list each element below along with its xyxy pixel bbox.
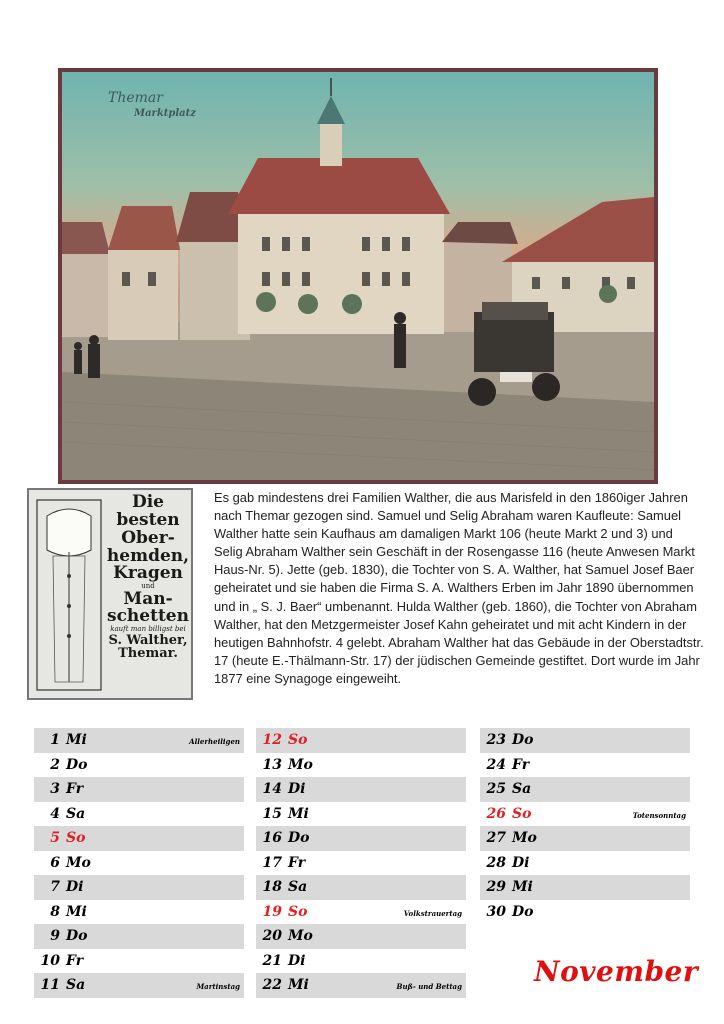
calendar-day-row <box>480 851 690 876</box>
calendar-day-row <box>256 802 466 827</box>
calendar-day-row <box>256 924 466 949</box>
calendar-day-row <box>256 826 466 851</box>
day-number: 15 <box>262 805 282 822</box>
day-number: 7 <box>50 879 60 895</box>
day-number: 4 <box>50 805 60 822</box>
weekday: Fr <box>288 854 306 871</box>
holiday-note: Totensonntag <box>632 810 686 820</box>
calendar-day-row <box>480 777 690 802</box>
calendar-day-row <box>256 900 466 925</box>
ad-line: S. Walther, <box>108 632 188 648</box>
ad-line: Man- <box>123 588 173 609</box>
shirt-illustration <box>33 496 105 696</box>
walther-advertisement <box>27 488 193 700</box>
marketplace-photo <box>58 68 658 484</box>
calendar-day-row <box>480 802 690 827</box>
ad-line: hemden, <box>106 545 190 566</box>
calendar-day-row <box>256 728 466 753</box>
weekday: So <box>288 732 308 748</box>
calendar-day-row <box>34 826 244 851</box>
day-number: 11 <box>40 977 60 993</box>
day-number: 27 <box>486 830 506 846</box>
calendar-day-row <box>34 753 244 778</box>
calendar-day-row <box>480 728 690 753</box>
weekday: Sa <box>66 805 86 822</box>
day-number: 1 <box>50 732 60 748</box>
weekday: Di <box>288 781 306 797</box>
weekday: Mo <box>66 854 91 871</box>
weekday: Mi <box>288 977 309 993</box>
calendar-day-row <box>34 777 244 802</box>
weekday: Sa <box>66 977 86 993</box>
calendar-day-row <box>34 924 244 949</box>
calendar-column-2 <box>256 728 466 998</box>
calendar-day-row <box>256 875 466 900</box>
day-number: 6 <box>50 854 60 871</box>
day-number: 12 <box>262 732 282 748</box>
calendar-day-row <box>256 973 466 998</box>
weekday: Sa <box>288 879 308 895</box>
ad-line: Themar. <box>118 646 178 662</box>
day-number: 29 <box>486 879 506 895</box>
day-number: 5 <box>50 830 60 846</box>
day-number: 3 <box>50 781 60 797</box>
weekday: So <box>288 903 308 920</box>
calendar-day-row <box>34 875 244 900</box>
weekday: Do <box>66 928 88 944</box>
calendar-day-row <box>480 900 690 925</box>
calendar-column-1 <box>34 728 244 998</box>
calendar-day-row <box>480 875 690 900</box>
weekday: Mo <box>512 830 537 846</box>
calendar-day-row <box>256 777 466 802</box>
calendar-day-row <box>34 728 244 753</box>
holiday-note: Allerheiligen <box>189 737 240 746</box>
weekday: So <box>512 805 532 822</box>
weekday: Fr <box>66 781 84 797</box>
history-paragraph: Es gab mindestens drei Familien Walther, die aus Marisfeld in den 1860iger Jahren nach Themar gezogen sind. Samuel und Selig Abraham waren Kaufleute: Samuel Walther hatte sein Kaufhaus am damaligen Markt 106 (heute Markt 2 und 3) und Selig Abraham Walther sein Geschäft in der Rosengasse 116 (heute Anwesen Markt Haus-Nr. 5). Jette (geb. 1830), die Tochter von S. A. Walther, hat Samuel Josef Baer geheiratet und sie haben die Firma S. A. Walthers Erben im Jahr 1890 übernommen und in „ S. J. Baer“ umbenannt. Hulda Walther (geb. 1860), die Tochter von Abraham Walther, hat den Metzgermeister Josef Kahn geheiratet und mit acht Kindern in der heutigen Bahnhofstr. 4 gelebt. Abraham Walther hat das Gebäude in der Oberstadtstr. 17 (heute E.-Thälmann-Str. 17) der jüdischen Gemeinde gestiftet. Dort wurde im Jahr 1877 eine Synagoge eingeweiht. <box>214 490 704 686</box>
day-number: 19 <box>262 903 282 920</box>
ad-line: und <box>141 582 155 591</box>
day-number: 21 <box>262 952 282 969</box>
weekday: Di <box>66 879 84 895</box>
day-number: 25 <box>486 781 506 797</box>
weekday: Di <box>288 952 306 969</box>
weekday: Fr <box>66 952 84 969</box>
day-number: 2 <box>50 756 60 773</box>
photo-subtitle: Marktplatz <box>134 108 196 119</box>
weekday: Mo <box>288 928 313 944</box>
weekday: Do <box>66 756 88 773</box>
calendar-day-row <box>34 851 244 876</box>
weekday: Do <box>512 732 534 748</box>
ad-line: schetten <box>107 606 189 627</box>
day-number: 30 <box>486 903 506 920</box>
day-number: 14 <box>262 781 282 797</box>
calendar-day-row <box>480 826 690 851</box>
weekday: Do <box>288 830 310 846</box>
day-number: 28 <box>486 854 506 871</box>
ad-line: Ober- <box>121 527 175 548</box>
ad-line: Die besten <box>116 492 180 530</box>
calendar-column-3 <box>480 728 690 924</box>
weekday: Mi <box>66 732 87 748</box>
day-number: 13 <box>262 756 282 773</box>
calendar-day-row <box>34 949 244 974</box>
weekday: Mi <box>66 903 87 920</box>
ad-text <box>103 494 193 661</box>
ad-line: Kragen <box>113 563 183 584</box>
calendar-day-row <box>34 802 244 827</box>
photo-title: Themar <box>108 90 163 106</box>
day-number: 26 <box>486 805 506 822</box>
weekday: Mo <box>288 756 313 773</box>
calendar-day-row <box>480 753 690 778</box>
month-title: November <box>534 955 699 988</box>
day-number: 8 <box>50 903 60 920</box>
ad-line: kauft man billigst bei <box>110 625 186 634</box>
weekday: Mi <box>512 879 533 895</box>
calendar-day-row <box>34 900 244 925</box>
weekday: Di <box>512 854 530 871</box>
weekday: Sa <box>512 781 532 797</box>
calendar-day-row <box>34 973 244 998</box>
day-number: 20 <box>262 928 282 944</box>
photo-illustration <box>62 72 654 480</box>
calendar-day-row <box>256 949 466 974</box>
holiday-note: Volkstrauertag <box>403 908 462 918</box>
calendar-day-row <box>256 753 466 778</box>
day-number: 24 <box>486 756 506 773</box>
weekday: Mi <box>288 805 309 822</box>
holiday-note: Buß- und Bettag <box>396 982 462 991</box>
day-number: 16 <box>262 830 282 846</box>
day-number: 17 <box>262 854 282 871</box>
weekday: Fr <box>512 756 530 773</box>
weekday: Do <box>512 903 534 920</box>
holiday-note: Martinstag <box>196 982 240 991</box>
day-number: 9 <box>50 928 60 944</box>
calendar-day-row <box>256 851 466 876</box>
day-number: 23 <box>486 732 506 748</box>
weekday: So <box>66 830 86 846</box>
day-number: 22 <box>262 977 282 993</box>
day-number: 10 <box>40 952 60 969</box>
day-number: 18 <box>262 879 282 895</box>
